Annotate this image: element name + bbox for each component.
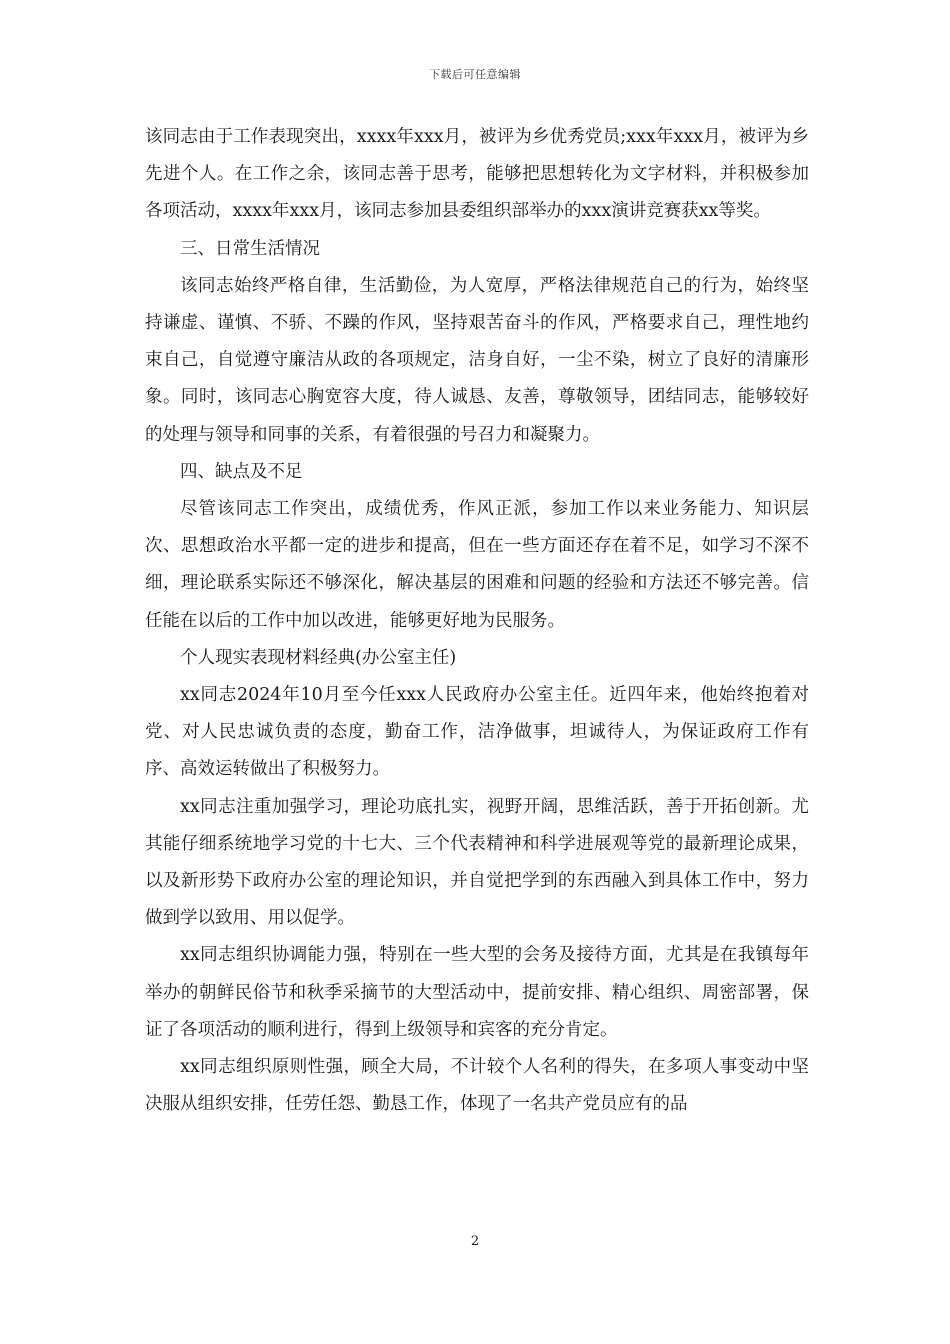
paragraph: 该同志始终严格自律，生活勤俭，为人宽厚，严格法律规范自己的行为，始终坚持谦虚、谨慎、不骄、不躁的作风，坚持艰苦奋斗的作风，严格要求自己，理性地约束自己，自觉遵守廉洁从政的各项规定，洁身自好，一尘不染，树立了良好的清廉形象。同时，该同志心胸宽容大度，待人诚恳、友善，尊敬领导，团结同志，能够较好的处理与领导和同事的关系，有着很强的号召力和凝聚力。 — [145, 275, 809, 445]
section-heading: 三、日常生活情况 — [180, 238, 320, 259]
section-heading: 个人现实表现材料经典(办公室主任) — [180, 647, 457, 668]
paragraph: xx同志注重加强学习，理论功底扎实，视野开阔，思维活跃，善于开拓创新。尤其能仔细系统地学习党的十七大、三个代表精神和科学进展观等党的最新理论成果，以及新形势下政府办公室的理论知识，并自觉把学到的东西融入到具体工作中，努力做到学以致用、用以促学。 — [145, 796, 809, 929]
section-heading: 四、缺点及不足 — [180, 461, 303, 482]
page-header-note: 下载后可任意编辑 — [429, 68, 521, 81]
page-number: 2 — [470, 1234, 480, 1249]
document-body — [145, 119, 809, 1123]
paragraph: xx同志组织协调能力强，特别在一些大型的会务及接待方面，尤其是在我镇每年举办的朝鲜民俗节和秋季采摘节的大型活动中，提前安排、精心组织、周密部署，保证了各项活动的顺利进行，得到上级领导和宾客的充分肯定。 — [145, 945, 809, 1040]
paragraph: 尽管该同志工作突出，成绩优秀，作风正派，参加工作以来业务能力、知识层次、思想政治水平都一定的进步和提高，但在一些方面还存在着不足，如学习不深不细，理论联系实际还不够深化，解决基层的困难和问题的经验和方法还不够完善。信任能在以后的工作中加以改进，能够更好地为民服务。 — [145, 499, 809, 631]
paragraph: xx同志组织原则性强，顾全大局，不计较个人名利的得失，在多项人事变动中坚决服从组织安排，任劳任怨、勤恳工作，体现了一名共产党员应有的品 — [145, 1057, 809, 1115]
paragraph: xx同志2024年10月至今任xxx人民政府办公室主任。近四年来，他始终抱着对党、对人民忠诚负责的态度，勤奋工作，洁净做事，坦诚待人，为保证政府工作有序、高效运转做出了积极努力。 — [145, 685, 809, 780]
paragraph: 该同志由于工作表现突出，xxxx年xxx月，被评为乡优秀党员;xxx年xxx月，被评为乡先进个人。在工作之余，该同志善于思考，能够把思想转化为文字材料，并积极参加各项活动，xxxx年xxx月，该同志参加县委组织部举办的xxx演讲竞赛获xx等奖。 — [145, 127, 809, 222]
